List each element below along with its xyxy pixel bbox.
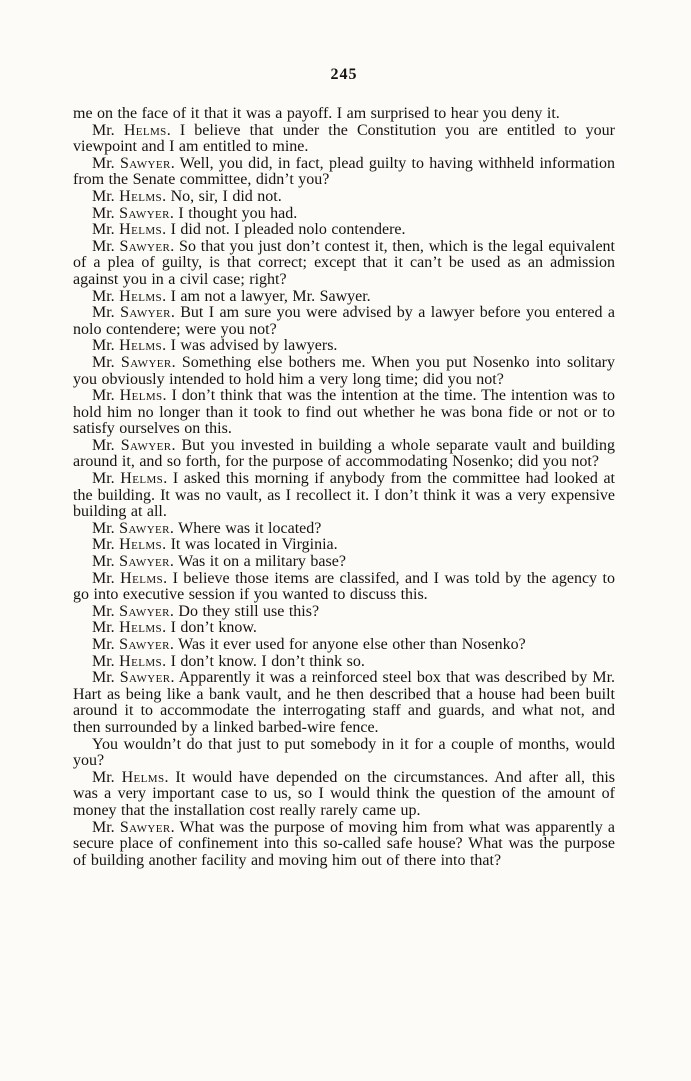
- speaker-name: Sawyer: [119, 154, 171, 172]
- speech-text: Mr.: [92, 221, 120, 239]
- transcript-paragraph: [73, 106, 615, 123]
- transcript-paragraph: [73, 737, 615, 770]
- speech-text: . It was located in Virginia.: [162, 536, 338, 554]
- speech-text: Mr.: [92, 237, 120, 255]
- transcript-paragraph: [73, 654, 615, 671]
- transcript-paragraph: [73, 471, 615, 521]
- speaker-name: Helms: [119, 536, 163, 554]
- speech-text: Mr.: [92, 652, 120, 670]
- speech-text: . I did not. I pleaded nolo contendere.: [162, 221, 406, 239]
- speaker-name: Sawyer: [120, 436, 172, 454]
- speaker-name: Sawyer: [119, 553, 170, 571]
- speaker-name: Sawyer: [119, 636, 170, 653]
- speech-text: . I don’t think that was the intention at the time. The intention was to hold him no longer than it took to find out whether he was bona fide or not or to satisfy ourselves on this.: [73, 387, 616, 438]
- transcript-paragraph: [73, 239, 615, 289]
- speech-text: . Apparently it was a reinforced steel box that was described by Mr. Hart as being like a bank vault, and he then described that a house had been built around it to accommodate the interrogating staff and guards, and what not, and then surrounded by a linked barbed-wire fence.: [73, 669, 616, 736]
- speaker-name: Sawyer: [119, 204, 170, 222]
- speaker-name: Sawyer: [120, 353, 172, 371]
- transcript-paragraph: [73, 305, 615, 338]
- transcript-paragraph: [73, 189, 615, 206]
- transcript-paragraph: [73, 438, 615, 471]
- speech-text: Mr.: [92, 154, 120, 172]
- speech-text: Mr.: [92, 337, 120, 355]
- speech-text: . It would have depended on the circumstances. And after all, this was a very important case to us, so I would think the question of the amount of money that the installation cost really rarely came up.: [73, 768, 615, 819]
- transcript-paragraph: [73, 770, 615, 820]
- speech-text: Mr.: [92, 519, 120, 537]
- transcript-paragraph: [73, 123, 615, 156]
- transcript-paragraph: [73, 338, 615, 355]
- speaker-name: Helms: [119, 619, 163, 637]
- speech-text: Mr.: [92, 187, 120, 205]
- speaker-name: Helms: [119, 337, 163, 355]
- speech-text: Mr.: [92, 121, 124, 139]
- speech-text: Mr.: [92, 602, 120, 620]
- speaker-name: Sawyer: [119, 669, 171, 687]
- speaker-name: Helms: [119, 221, 163, 239]
- speaker-name: Sawyer: [120, 304, 171, 322]
- speech-text: Mr.: [92, 304, 121, 322]
- speaker-name: Helms: [119, 387, 163, 405]
- transcript-paragraph: [73, 571, 615, 604]
- speech-text: . Do they still use this?: [169, 602, 320, 620]
- speech-text: Mr.: [92, 768, 122, 786]
- transcript-paragraph: [73, 820, 615, 870]
- speech-text: Mr.: [92, 387, 120, 405]
- transcript-paragraph: [73, 206, 615, 223]
- speech-text: Mr.: [92, 470, 121, 488]
- speech-text: Mr.: [92, 287, 120, 305]
- speech-text: Mr.: [92, 536, 120, 554]
- transcript-paragraph: [73, 537, 615, 554]
- speaker-name: Helms: [119, 287, 163, 305]
- speech-text: . Was it ever used for anyone else other than Nosenko?: [169, 636, 526, 653]
- speech-text: . But I am sure you were advised by a lawyer before you entered a nolo contendere; were you not?: [73, 304, 616, 338]
- transcript-paragraph: [73, 388, 615, 438]
- speech-text: Mr.: [92, 636, 120, 653]
- speech-text: Mr.: [92, 353, 121, 371]
- speech-text: . Was it on a military base?: [169, 553, 346, 571]
- speech-text: . I believe that under the Constitution you are entitled to your viewpoint and I am entitled to mine.: [73, 121, 616, 156]
- transcript-paragraph: [73, 156, 615, 189]
- speaker-name: Helms: [119, 652, 163, 670]
- transcript-paragraph: [73, 289, 615, 306]
- speaker-name: Helms: [119, 187, 163, 205]
- speaker-name: Sawyer: [119, 519, 170, 537]
- speech-text: Mr.: [92, 818, 120, 836]
- speech-text: . Something else bothers me. When you put Nosenko into solitary you obviously intended to hold him a very long time; did you not?: [73, 353, 616, 388]
- speech-text: . But you invested in building a whole separate vault and building around it, and so forth, for the purpose of accommodating Nosenko; did you not?: [73, 436, 615, 471]
- speech-text: . I thought you had.: [169, 204, 298, 222]
- transcript-paragraph: [73, 355, 615, 388]
- speaker-name: Sawyer: [119, 818, 171, 836]
- speech-text: Mr.: [92, 553, 120, 571]
- speech-text: . I don’t know.: [162, 619, 257, 637]
- speech-text: . Where was it located?: [169, 519, 322, 537]
- transcript-paragraph: [73, 604, 615, 621]
- speech-text: . I am not a lawyer, Mr. Sawyer.: [162, 287, 371, 305]
- speech-text: Mr.: [92, 619, 120, 637]
- speaker-name: Sawyer: [119, 237, 171, 255]
- speech-text: Mr.: [92, 669, 120, 687]
- speech-text: . No, sir, I did not.: [162, 187, 282, 205]
- speech-text: . I was advised by lawyers.: [162, 337, 338, 355]
- speech-text: . I don’t know. I don’t think so.: [162, 652, 365, 670]
- speech-text: me on the face of it that it was a payoff. I am surprised to hear you deny it.: [73, 105, 560, 122]
- speech-text: You wouldn’t do that just to put somebody in it for a couple of months, would you?: [73, 735, 615, 770]
- speech-text: . I believe those items are classifed, and I was told by the agency to go into executive session if you wanted to discuss this.: [73, 569, 616, 604]
- speech-text: . What was the purpose of moving him from what was apparently a secure place of confinement into this so-called safe house? What was the purpose of building another facility and moving him out of there into that?: [73, 818, 616, 869]
- transcript-paragraph: [73, 637, 615, 654]
- transcript-paragraph: [73, 521, 615, 538]
- speaker-name: Helms: [123, 121, 167, 139]
- transcript-paragraph: [73, 554, 615, 571]
- transcript-body: [73, 106, 615, 869]
- speech-text: . Well, you did, in fact, plead guilty to having withheld information from the Senate committee, didn’t you?: [73, 154, 615, 189]
- speaker-name: Helms: [120, 569, 164, 587]
- speech-text: Mr.: [92, 569, 121, 587]
- speaker-name: Helms: [120, 470, 164, 488]
- speech-text: Mr.: [92, 204, 120, 222]
- speech-text: Mr.: [92, 436, 121, 454]
- transcript-paragraph: [73, 670, 615, 736]
- page-number: 245: [330, 66, 358, 83]
- speech-text: . So that you just don’t contest it, then, which is the legal equivalent of a plea of guilty, is that correct; except that it can’t be used as an admission against you in a civil case; right?: [73, 237, 615, 288]
- transcript-paragraph: [73, 222, 615, 239]
- speaker-name: Sawyer: [119, 602, 170, 620]
- transcript-paragraph: [73, 620, 615, 637]
- speech-text: . I asked this morning if anybody from the committee had looked at the building. It was no vault, as I recollect it. I don’t think it was a very expensive building at all.: [73, 470, 616, 521]
- speaker-name: Helms: [121, 768, 165, 786]
